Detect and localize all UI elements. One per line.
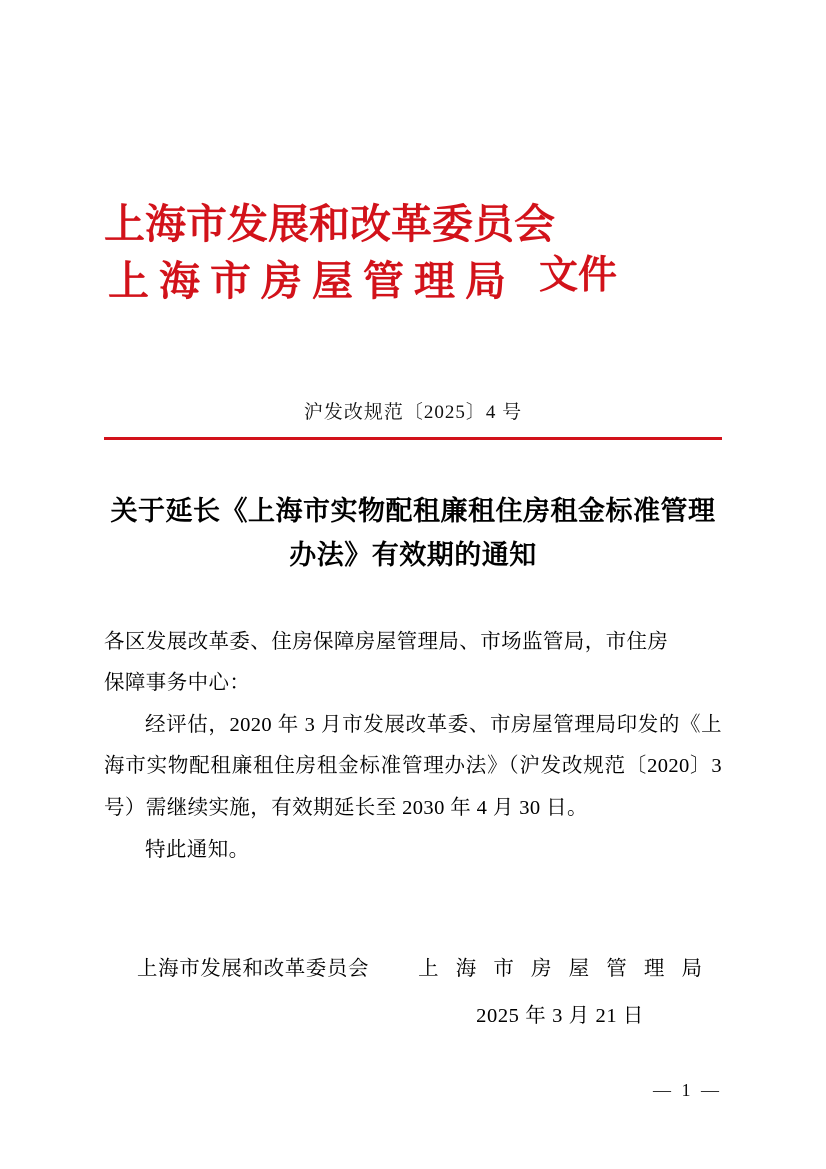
letterhead-document-word: 文件 [538,252,617,298]
signature-block [104,949,722,1057]
body-paragraph-1: 经评估，2020 年 3 月市发展改革委、市房屋管理局印发的《上海市实物配租廉租住房租金标准管理办法》（沪发改规范〔2020〕3 号）需继续实施，有效期延长至 2030 年 4 月 30 日。 [104,713,722,820]
document-number: 沪发改规范〔2025〕4 号 [303,402,523,424]
recipient-line-2: 保障事务中心： [104,672,251,695]
signature-left-organization: 上海市发展和改革委员会 [137,958,370,981]
red-divider-rule [104,437,722,440]
signature-right-group [412,949,708,1037]
letterhead-org-line-1: 上海市发展和改革委员会 [104,200,555,248]
recipient-line-1: 各区发展改革委、住房保障房屋管理局、市场监管局，市住房 [104,630,669,653]
body-paragraph-2: 特此通知。 [145,838,250,861]
letterhead [104,0,722,309]
document-body [104,622,722,872]
letterhead-org-line-2: 上海市房屋管理局 [108,256,516,305]
page-number: — 1 — [653,1080,722,1100]
signature-date: 2025 年 3 月 21 日 [476,1005,644,1028]
signature-right-organization: 上 海 市 房 屋 管 理 局 [418,958,708,981]
letterhead-org-block [104,196,617,309]
page-title: 关于延长《上海市实物配租廉租住房租金标准管理办法》有效期的通知 [110,496,716,571]
